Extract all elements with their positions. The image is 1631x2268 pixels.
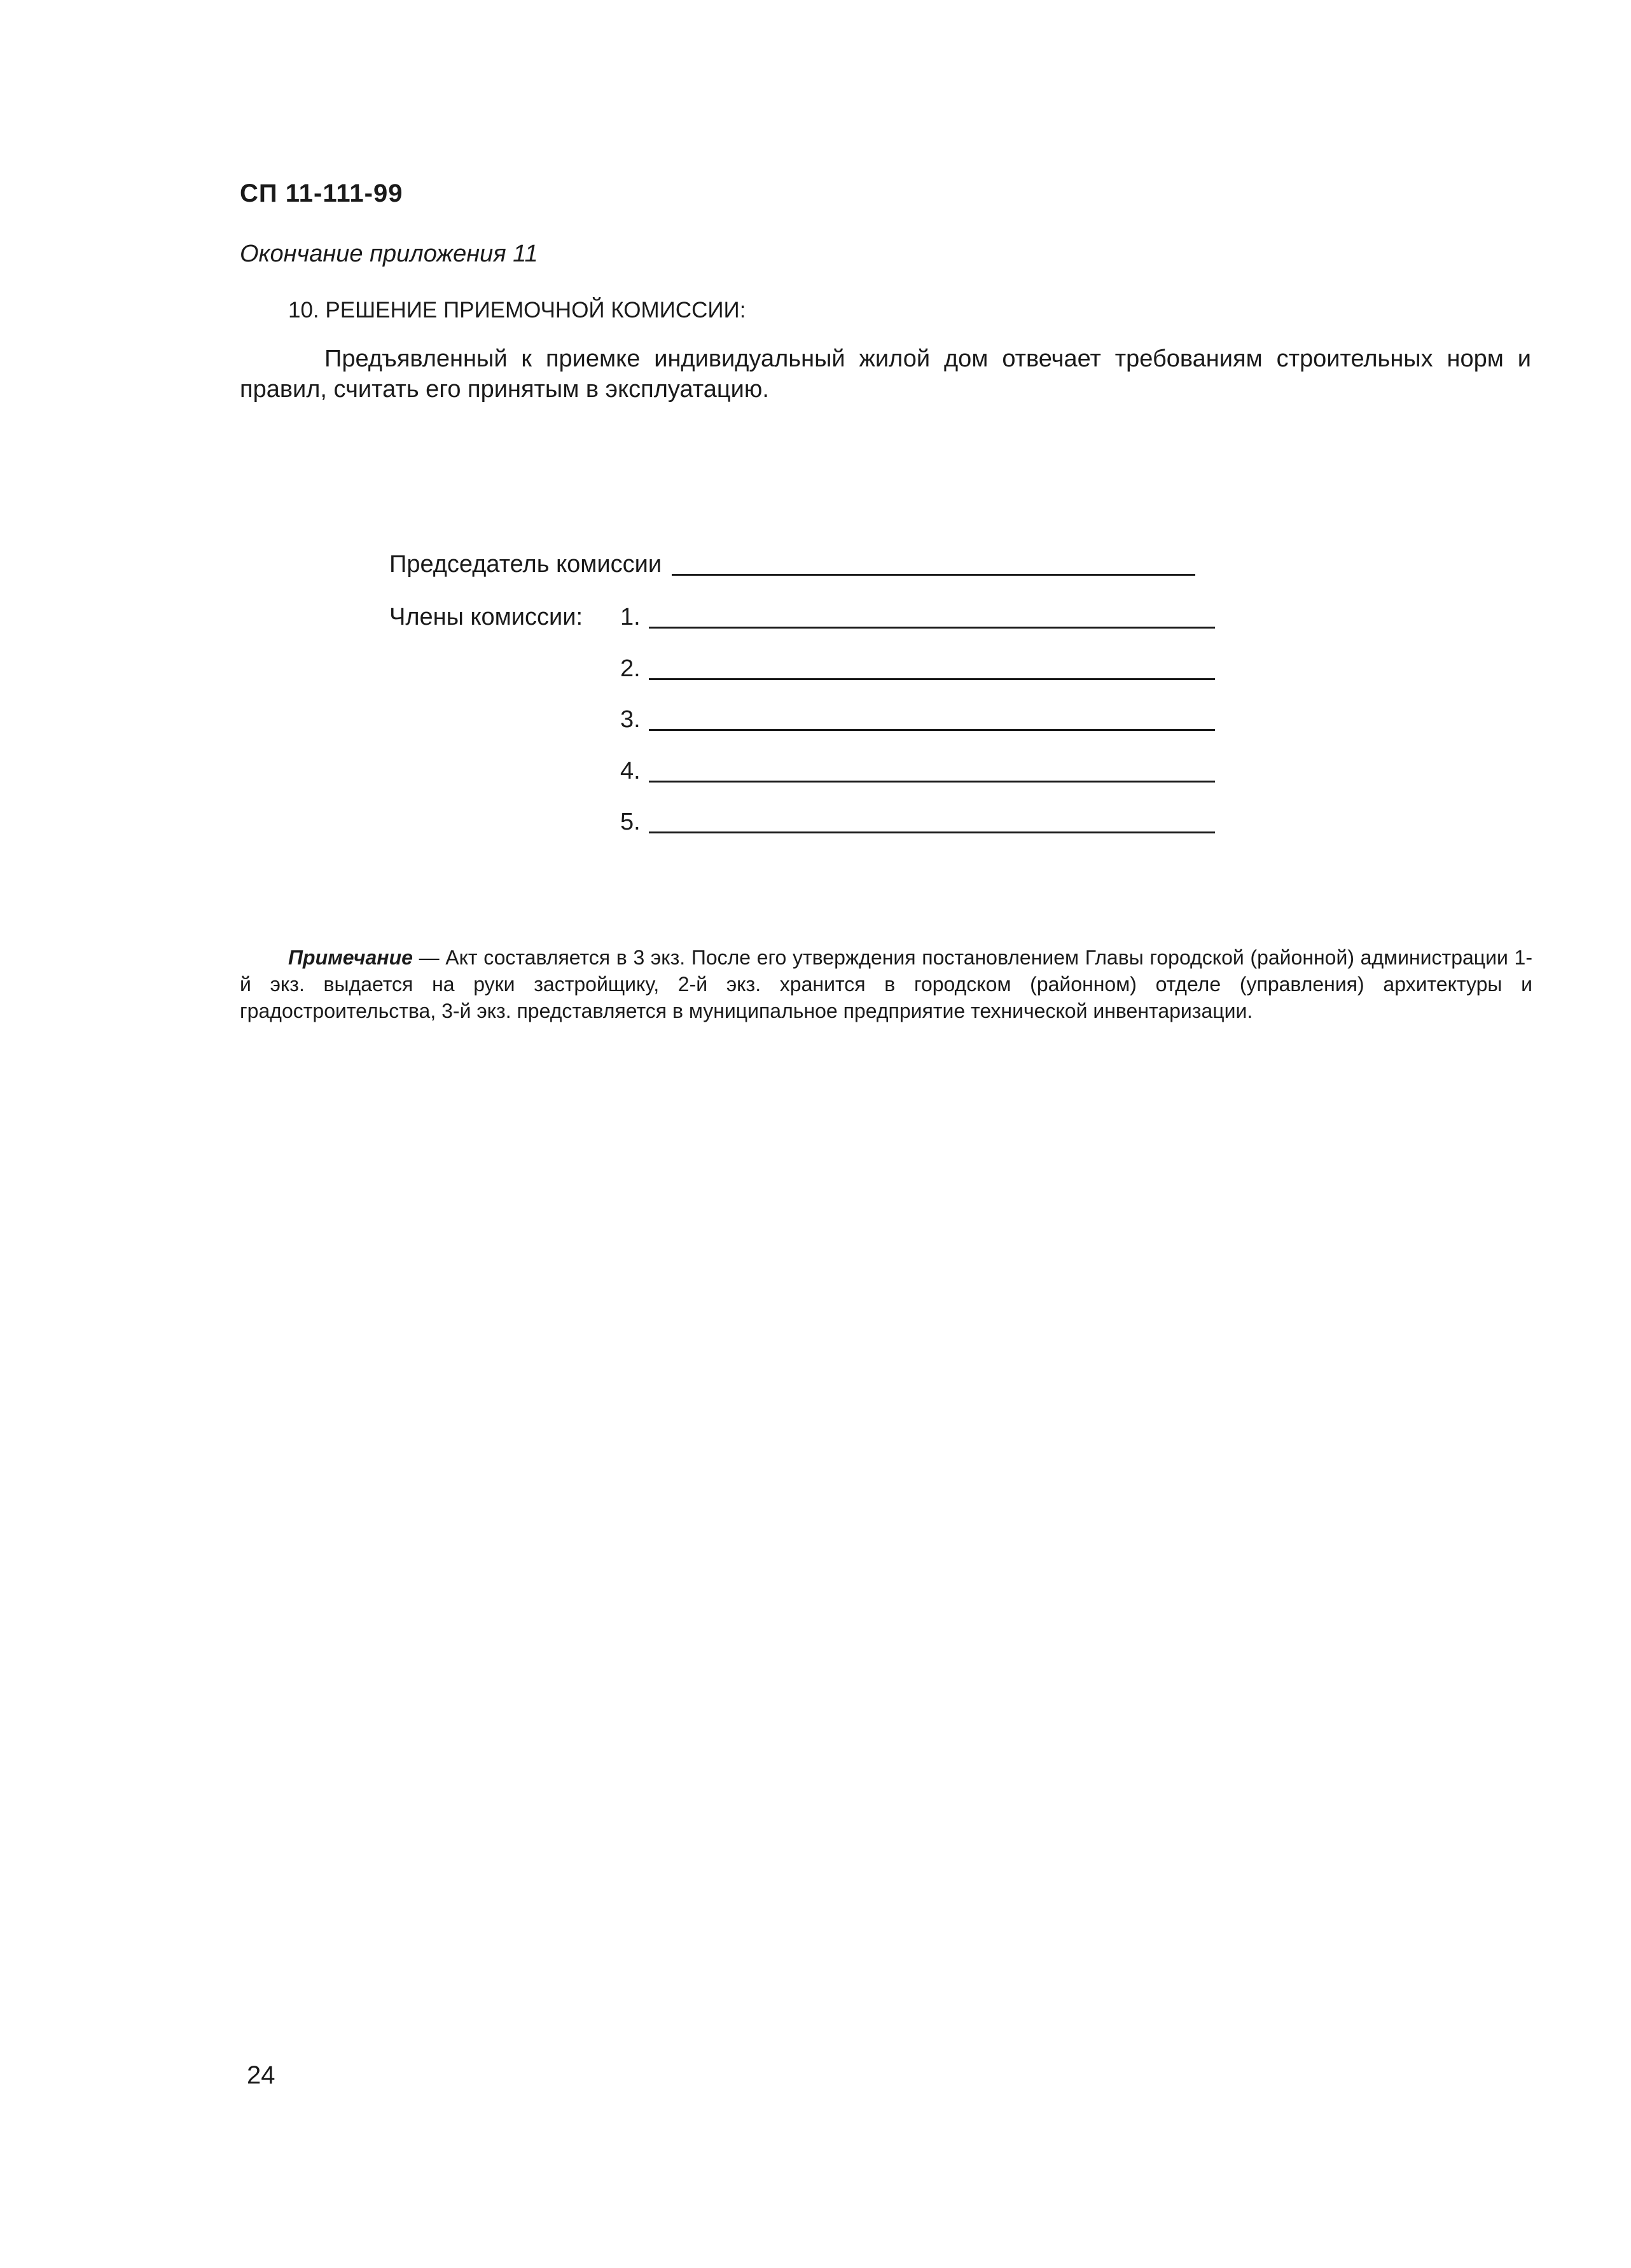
member-signature-line [649, 678, 1215, 680]
document-code: СП 11-111-99 [240, 179, 403, 207]
member-signature-row [620, 604, 1215, 631]
member-signature-row [620, 758, 1215, 785]
member-number: 1. [620, 604, 641, 630]
chairman-signature-line [672, 574, 1195, 576]
member-signature-line [649, 831, 1215, 833]
appendix-reference: Окончание приложения 11 [240, 240, 538, 267]
member-signature-line [649, 627, 1215, 629]
members-label-row [389, 604, 595, 631]
page-number: 24 [247, 2061, 275, 2089]
member-number: 5. [620, 809, 641, 835]
section-heading: 10. РЕШЕНИЕ ПРИЕМОЧНОЙ КОМИССИИ: [288, 298, 746, 323]
member-signature-line [649, 729, 1215, 731]
chairman-label: Председатель комиссии [389, 551, 662, 578]
member-signature-row [620, 809, 1215, 836]
note-paragraph [240, 944, 1532, 1024]
note-text: — Акт составляется в 3 экз. После его утверждения постановлением Главы городской (районной) администрации 1-й экз. выдается на руки застройщику, 2-й экз. хранится в городском (районном) отделе (управления) архитектуры и градостроительства, 3-й экз. представляется в муниципальное предприятие технической инвентаризации. [240, 946, 1532, 1022]
member-number: 2. [620, 655, 641, 682]
members-label: Члены комиссии: [389, 604, 583, 630]
member-signature-line [649, 781, 1215, 783]
decision-paragraph: Предъявленный к приемке индивидуальный жилой дом отвечает требованиям строительных норм и правил, считать его принятым в эксплуатацию. [240, 345, 1531, 403]
note-label: Примечание [288, 946, 413, 969]
chairman-signature-row [389, 551, 1195, 578]
member-number: 3. [620, 706, 641, 733]
member-number: 4. [620, 758, 641, 784]
member-signature-row [620, 706, 1215, 734]
member-signature-row [620, 655, 1215, 683]
